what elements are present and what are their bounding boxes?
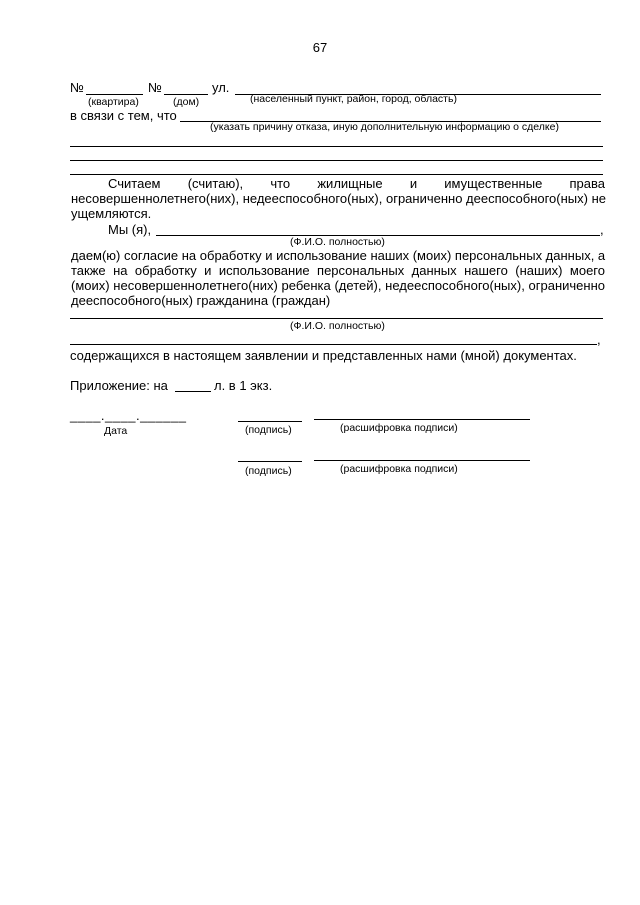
consent-line-4: дееспособного(ных) гражданина (граждан): [71, 293, 331, 308]
trailing-comma: ,: [597, 332, 601, 347]
signature-caption-1: (подпись): [245, 424, 292, 436]
reason-label: в связи с тем, что: [70, 108, 177, 123]
we-label: Мы (я),: [108, 222, 152, 237]
locality-caption: (населенный пункт, район, город, область): [250, 93, 457, 105]
paragraph-rights-line-1: Считаем (считаю), что жилищные и имущественные права: [108, 176, 605, 191]
consent-line-1: даем(ю) согласие на обработку и использование наших (моих) персональных данных, а: [71, 248, 606, 263]
decryption-field-1[interactable]: [314, 419, 530, 420]
blank-line-2[interactable]: [70, 160, 603, 161]
fio-field-2[interactable]: [70, 318, 603, 319]
contained-in-documents-text: содержащихся в настоящем заявлении и представленных нами (мной) документах.: [70, 348, 577, 363]
house-number-label: №: [148, 80, 162, 95]
attachment-pages-field[interactable]: [175, 391, 211, 392]
house-field[interactable]: [164, 94, 208, 95]
attachment-prefix: Приложение: на: [70, 378, 168, 393]
attachment-suffix: л. в 1 экз.: [214, 378, 273, 393]
signature-field-1[interactable]: [238, 421, 302, 422]
fio-field-3[interactable]: [70, 344, 597, 345]
reason-caption: (указать причину отказа, иную дополнительную информацию о сделке): [210, 121, 559, 133]
apartment-field[interactable]: [86, 94, 143, 95]
decryption-caption-2: (расшифровка подписи): [340, 463, 458, 475]
date-field[interactable]: ____.____.______: [70, 408, 187, 423]
apartment-number-label: №: [70, 80, 84, 95]
consent-line-3: (моих) несовершеннолетнего(них) ребенка (детей), недееспособного(ных), ограниченно: [71, 278, 605, 293]
house-caption: (дом): [173, 96, 200, 108]
street-label: ул.: [212, 80, 230, 95]
blank-line-3[interactable]: [70, 174, 603, 175]
blank-line-1[interactable]: [70, 146, 603, 147]
apartment-caption: (квартира): [88, 96, 139, 108]
signature-field-2[interactable]: [238, 461, 302, 462]
paragraph-rights-line-2: несовершеннолетнего(них), недееспособного(ных), ограниченно дееспособного(ных) не: [71, 191, 606, 206]
we-line-comma: ,: [600, 222, 604, 237]
consent-line-2: также на обработку и использование персональных данных нашего (наших) моего: [71, 263, 605, 278]
date-caption: Дата: [104, 425, 128, 437]
paragraph-rights-line-3: ущемляются.: [71, 206, 152, 221]
decryption-caption-1: (расшифровка подписи): [340, 422, 458, 434]
page-number: 67: [312, 40, 328, 55]
fio-caption-1: (Ф.И.О. полностью): [290, 236, 385, 248]
signature-caption-2: (подпись): [245, 465, 292, 477]
decryption-field-2[interactable]: [314, 460, 530, 461]
fio-caption-2: (Ф.И.О. полностью): [290, 320, 385, 332]
